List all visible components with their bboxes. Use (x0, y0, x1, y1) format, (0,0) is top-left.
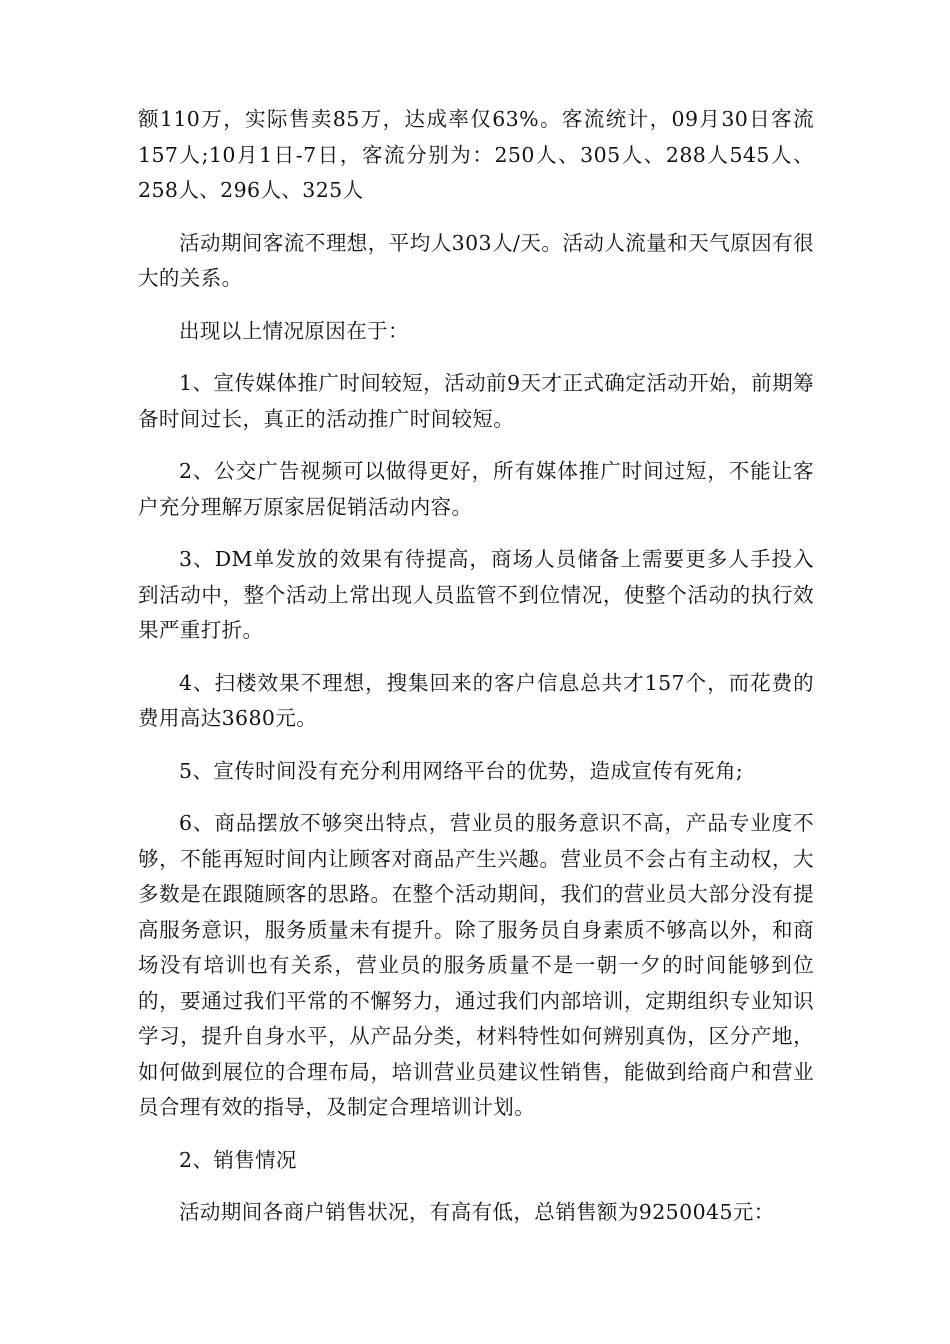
document-body (138, 102, 814, 1248)
paragraph-reason-2: 2、公交广告视频可以做得更好，所有媒体推广时间过短，不能让客户充分理解万原家居促销活动内容。 (138, 459, 814, 519)
paragraph-reason-6: 6、商品摆放不够突出特点，营业员的服务意识不高，产品专业度不够，不能再短时间内让顾客对商品产生兴趣。营业员不会占有主动权，大多数是在跟随顾客的思路。在整个活动期间，我们的营业员大部分没有提高服务意识，服务质量未有提升。除了服务员自身素质不够高以外，和商场没有培训也有关系，营业员的服务质量不是一朝一夕的时间能够到位的，要通过我们平常的不懈努力，通过我们内部培训，定期组织专业知识学习，提升自身水平，从产品分类，材料特性如何辨别真伪，区分产地，如何做到展位的合理布局，培训营业员建议性销售，能做到给商户和营业员合理有效的指导，及制定合理培训计划。 (138, 811, 814, 1119)
paragraph-traffic-summary: 活动期间客流不理想，平均人303人/天。活动人流量和天气原因有很大的关系。 (138, 230, 814, 290)
paragraph-sales-and-traffic: 额110万，实际售卖85万，达成率仅63%。客流统计，09月30日客流157人;10月1日-7日，客流分别为：250人、305人、288人545人、258人、296人、325人 (138, 107, 814, 202)
section-heading-sales: 2、销售情况 (179, 1147, 297, 1172)
paragraph-reasons-intro: 出现以上情况原因在于： (179, 318, 409, 343)
paragraph-reason-1: 1、宣传媒体推广时间较短，活动前9天才正式确定活动开始，前期筹备时间过长，真正的活动推广时间较短。 (138, 371, 814, 431)
paragraph-reason-3: 3、DM单发放的效果有待提高，商场人员储备上需要更多人手投入到活动中，整个活动上常出现人员监管不到位情况，使整个活动的执行效果严重打折。 (138, 547, 814, 642)
paragraph-sales-total: 活动期间各商户销售状况，有高有低，总销售额为9250045元： (179, 1200, 775, 1224)
paragraph-reason-4: 4、扫楼效果不理想，搜集回来的客户信息总共才157个，而花费的费用高达3680元。 (138, 670, 814, 730)
paragraph-reason-5: 5、宣传时间没有充分利用网络平台的优势，造成宣传有死角; (179, 758, 744, 783)
